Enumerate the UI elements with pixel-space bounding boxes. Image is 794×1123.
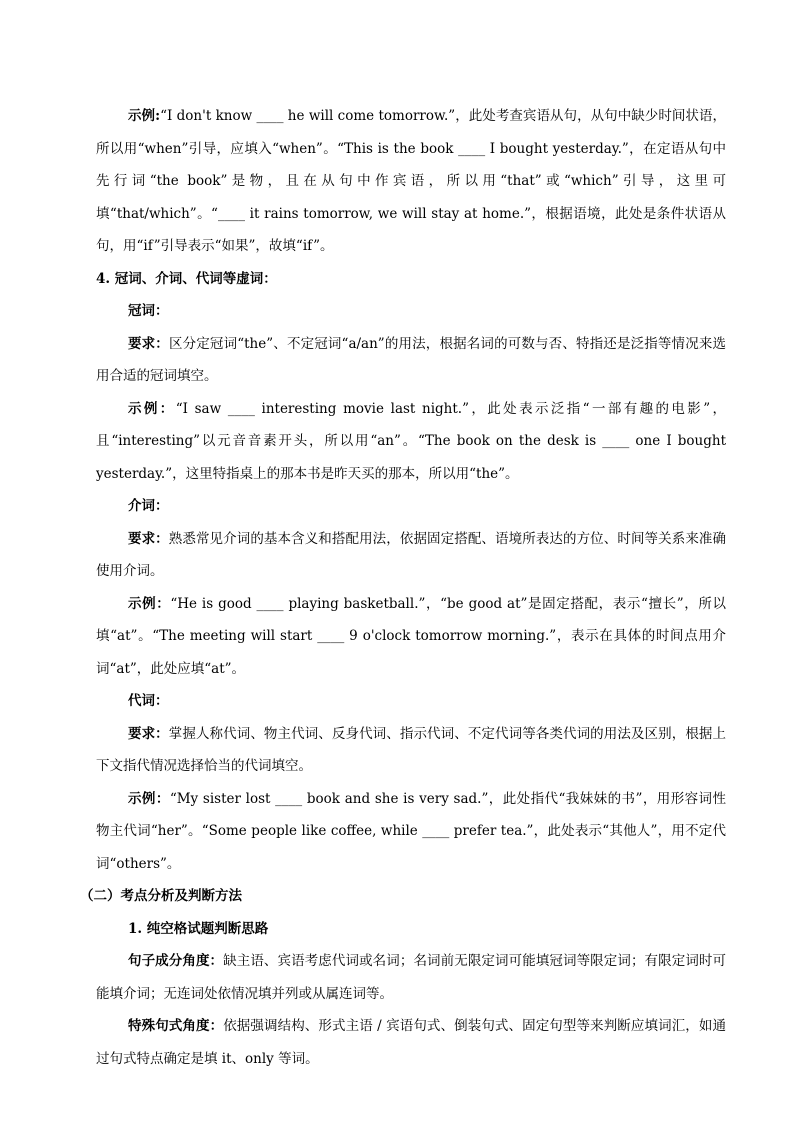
section-heading-analysis: （二）考点分析及判断方法	[80, 888, 242, 904]
requirement-paragraph-pronouns	[96, 718, 726, 783]
requirement-label: 要求：	[128, 335, 169, 352]
requirement-paragraph-prepositions	[96, 523, 726, 588]
subheading-articles: 冠词：	[128, 303, 169, 319]
example-text: “He is good ____ playing basketball.”，“be good at”是固定搭配，表示“擅长”，所以填“at”。“The meeting will start ____ 9 o'clock tomorrow morning.”，表示在具体的时间点用介词“at”，此处应填“at”。	[96, 595, 726, 677]
section-heading-function-words: 4. 冠词、介词、代词等虚词：	[96, 270, 277, 287]
requirement-text: 区分定冠词“the”、不定冠词“a/an”的用法，根据名词的可数与否、特指还是泛指等情况来选用合适的冠词填空。	[96, 335, 727, 384]
example-text: “My sister lost ____ book and she is very sad.”，此处指代“我妹妹的书”，用形容词性物主代词“her”。“Some people like coffee, while ____ prefer tea.”，此处表示“其他人”，用不定代词“others”。	[96, 790, 726, 872]
example-label: 示例：	[128, 400, 176, 417]
subheading-pronouns: 代词：	[128, 693, 169, 709]
paragraph-special-structures	[96, 1010, 726, 1075]
angle-text: 依据强调结构、形式主语 / 宾语句式、倒装句式、固定句型等来判断应填词汇，如通过句式特点确定是填 it、only 等词。	[96, 1018, 726, 1067]
requirement-label: 要求：	[128, 725, 169, 742]
example-paragraph-prepositions	[96, 588, 726, 686]
example-label: 示例：	[128, 790, 170, 807]
subheading-blank-questions: 1. 纯空格试题判断思路	[128, 920, 269, 937]
example-label: 示例:	[128, 108, 161, 124]
angle-text: 缺主语、宾语考虑代词或名词；名词前无限定词可能填冠词等限定词；有限定词时可能填介词；无连词处依情况填并列或从属连词等。	[96, 953, 727, 1002]
requirement-text: 掌握人称代词、物主代词、反身代词、指示代词、不定代词等各类代词的用法及区别，根据上下文指代情况选择恰当的代词填空。	[96, 725, 727, 774]
angle-label: 特殊句式角度：	[128, 1018, 224, 1034]
example-paragraph-clauses	[96, 100, 726, 263]
subheading-prepositions: 介词：	[128, 498, 169, 514]
requirement-paragraph-articles	[96, 328, 726, 393]
example-label: 示例：	[128, 595, 171, 612]
paragraph-sentence-components	[96, 945, 726, 1010]
angle-label: 句子成分角度：	[128, 953, 224, 969]
document-body	[80, 100, 727, 1075]
example-paragraph-articles	[96, 393, 726, 491]
example-text: “I don't know ____ he will come tomorrow.”，此处考查宾语从句，从句中缺少时间状语，所以用“when”引导，应填入“when”。“This is the book ____ I bought yesterday.”，在定语从句中先行词“the book”是物，且在从句中作宾语，所以用“that”或“which”引导，这里可填“that/which”。“____ it rains tomorrow, we will stay at home.”，根据语境，此处是条件状语从句，用“if”引导表示“如果”，故填“if”。	[96, 108, 727, 254]
requirement-label: 要求：	[128, 530, 169, 547]
example-text: “I saw ____ interesting movie last night.”，此处表示泛指“一部有趣的电影”，且“interesting”以元音音素开头，所以用“an”。“The book on the desk is ____ one I bought yesterday.”，这里特指桌上的那本书是昨天买的那本，所以用“the”。	[96, 400, 726, 482]
example-paragraph-pronouns	[96, 783, 726, 881]
requirement-text: 熟悉常见介词的基本含义和搭配用法，依据固定搭配、语境所表达的方位、时间等关系来准确使用介词。	[96, 530, 727, 579]
